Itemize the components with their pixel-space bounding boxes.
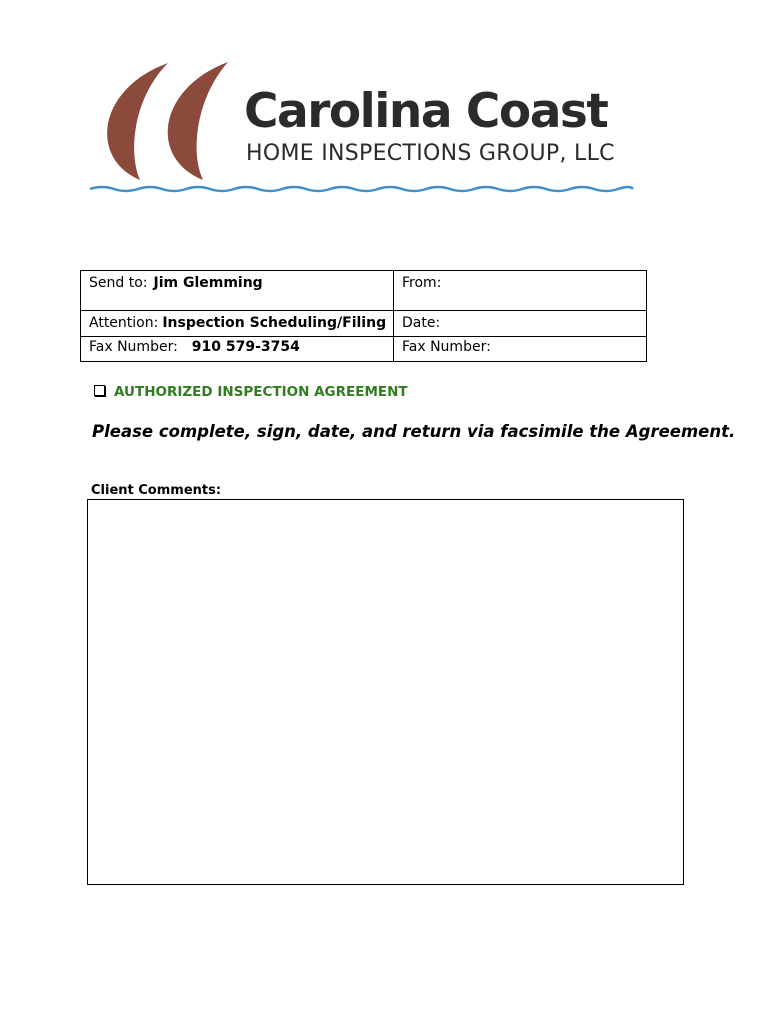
authorized-agreement-item (94, 384, 408, 400)
client-comments-box[interactable] (87, 499, 684, 885)
authorized-agreement-label: AUTHORIZED INSPECTION AGREEMENT (114, 384, 408, 400)
checkbox-icon (94, 385, 105, 396)
attention-value: Inspection Scheduling/Filing (162, 315, 387, 331)
logo-sail-left (107, 63, 168, 180)
fax-number-cell-left (81, 337, 394, 362)
send-to-label: Send to: (89, 275, 148, 291)
fax-number-label-right: Fax Number: (402, 339, 491, 355)
logo-wave (90, 187, 633, 191)
send-to-cell (81, 271, 394, 311)
logo-title: Carolina Coast (244, 84, 608, 139)
attention-cell (81, 311, 394, 337)
logo-sail-right (168, 62, 228, 180)
date-cell (394, 311, 647, 337)
fax-number-cell-right (394, 337, 647, 362)
instruction-text: Please complete, sign, date, and return via facsimile the Agreement. (92, 422, 736, 441)
logo-subtitle: HOME INSPECTIONS GROUP, LLC (246, 141, 615, 166)
from-cell (394, 271, 647, 311)
fax-number-label: Fax Number: (89, 339, 178, 355)
date-label: Date: (402, 315, 441, 331)
company-logo (88, 58, 638, 198)
client-comments-label: Client Comments: (91, 483, 222, 498)
fax-number-value: 910 579-3754 (191, 339, 300, 355)
attention-label: Attention: (89, 315, 159, 331)
fax-header-table (80, 270, 647, 362)
from-label: From: (402, 275, 442, 291)
send-to-value: Jim Glemming (153, 275, 263, 291)
